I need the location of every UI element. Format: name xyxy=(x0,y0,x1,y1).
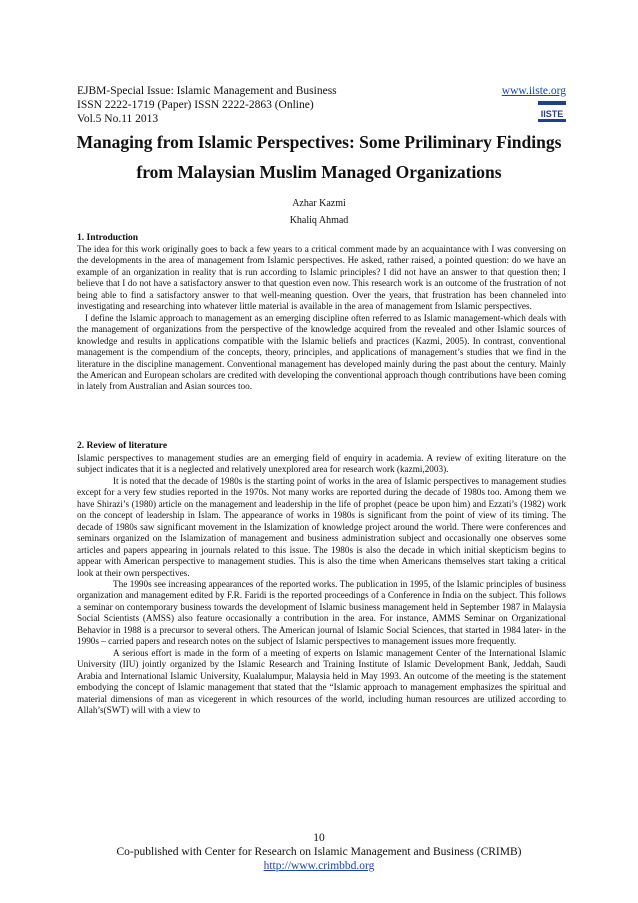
review-paragraph-2: It is noted that the decade of 1980s is the starting point of works in the area of Islamic perspectives to management studies except for a very few studies reported in the 1970s. Not many works are reported during the decade of 1980s too. Among them we have Shirazi’s (1980) article on the management and leadership in the life of prophet (peace be upon him) and Ezzati’s (1982) work on the concept of leadership in Islam. The appearance of works in 1980s is significant from the point of view of its timing. The decade of 1980s saw significant movement in the Islamization of knowledge project around the world. There were conferences and seminars organized on the Islamization of management and business administration subject and occasionally one observes some articles and papers appearing in journals related to this issue. The 1980s is also the decade in which initial skepticism begins to appear with American perspective to management studies. This is also the time when Americans themselves start taking a critical look at their own perspectives. xyxy=(77,475,566,578)
review-paragraph-4: A serious effort is made in the form of a meeting of experts on Islamic management Center of the International Islamic University (IIU) jointly organized by the Islamic Research and Training Institute of Islamic Development Bank, Jeddah, Saudi Arabia and International Islamic University, Kualalumpur, Malaysia held in May 1993. An outcome of the meeting is the statement embodying the concept of Islamic management that stated that the “Islamic approach to management emphasizes the spiritual and material dimensions of man as vicegerent in which resources of the world, including human resources are utilized according to Allah’s(SWT) will with a view to xyxy=(77,647,566,715)
copublisher-note: Co-published with Center for Research on Islamic Management and Business (CRIMB) xyxy=(116,846,522,858)
section-heading-literature-review: 2. Review of literature xyxy=(77,441,168,451)
page-number: 10 xyxy=(313,832,325,844)
paper-title-line2: from Malaysian Muslim Managed Organizations xyxy=(136,162,502,182)
literature-review-body xyxy=(77,453,566,716)
journal-name: EJBM-Special Issue: Islamic Management and Business xyxy=(77,85,337,97)
volume-line: Vol.5 No.11 2013 xyxy=(77,113,159,125)
issn-line: ISSN 2222-1719 (Paper) ISSN 2222-2863 (Online) xyxy=(77,99,314,111)
paper-title-line1: Managing from Islamic Perspectives: Some Priliminary Findings xyxy=(76,132,562,152)
introduction-body xyxy=(77,244,566,393)
intro-paragraph-1: The idea for this work originally goes to back a few years to a critical comment made by an acquaintance with I was conversing on the developments in the area of management from Islamic perspectives. He asked, rather raised, a pointed question: do we have an example of an organization in reality that is run according to Islamic principles? I did not have an answer to that question then; I believe that I do not have a satisfactory answer to that question even now. This research work is an outcome of the frustration of not being able to find a satisfactory answer to that well-meaning question. Over the years, that frustration has been channeled into investigating and researching into whatever little material is available in the area of management from Islamic perspectives. xyxy=(77,244,566,312)
author-name-2: Khaliq Ahmad xyxy=(289,215,349,226)
review-paragraph-1: Islamic perspectives to management studies are an emerging field of enquiry in academia. A review of exiting literature on the subject indicates that it is a neglected and relatively unexplored area for research work (kazmi,2003). xyxy=(77,453,566,475)
intro-paragraph-2: I define the Islamic approach to management as an emerging discipline often referred to as Islamic management-which deals with the management of organizations from the perspective of the knowledge acquired from the revealed and other Islamic sources of knowledge and results in applications compatible with the Islamic beliefs and practices (Kazmi, 2005). In contrast, conventional management is the compendium of the concepts, theory, principles, and applications of management’s studies that we find in the literature in the discipline management. Conventional management has developed mainly during the past about the century. Mainly the American and European scholars are credited with developing the conventional approach though contributions have been coming in lately from Australian and Asian sources too. xyxy=(77,312,566,392)
footer-link-wrap xyxy=(70,860,568,872)
journal-website-link[interactable]: www.iiste.org xyxy=(501,85,566,97)
author-name-1: Azhar Kazmi xyxy=(292,198,346,209)
iiste-logo-text: IISTE xyxy=(540,109,564,119)
section-heading-introduction: 1. Introduction xyxy=(77,233,139,243)
iiste-logo xyxy=(538,101,566,123)
review-paragraph-3: The 1990s see increasing appearances of the reported works. The publication in 1995, of the Islamic principles of business organization and management edited by F.R. Faridi is the reported proceedings of a Conference in India on the subject. This follows a seminar on contemporary business towards the development of Islamic business management held in September 1987 in Malaysia Social Scientists (AMSS) also feature occasionally a contribution in the area. For instance, AMMS Seminar on Organizational Behavior in 1988 is a precursor to several others. The American journal of Islamic Social Sciences, that started in 1984 later- in the 1990s – carried papers and research notes on the subject of Islamic perspectives to management issues more frequently. xyxy=(77,578,566,647)
crimb-website-link[interactable]: http://www.crimbbd.org xyxy=(263,860,375,872)
